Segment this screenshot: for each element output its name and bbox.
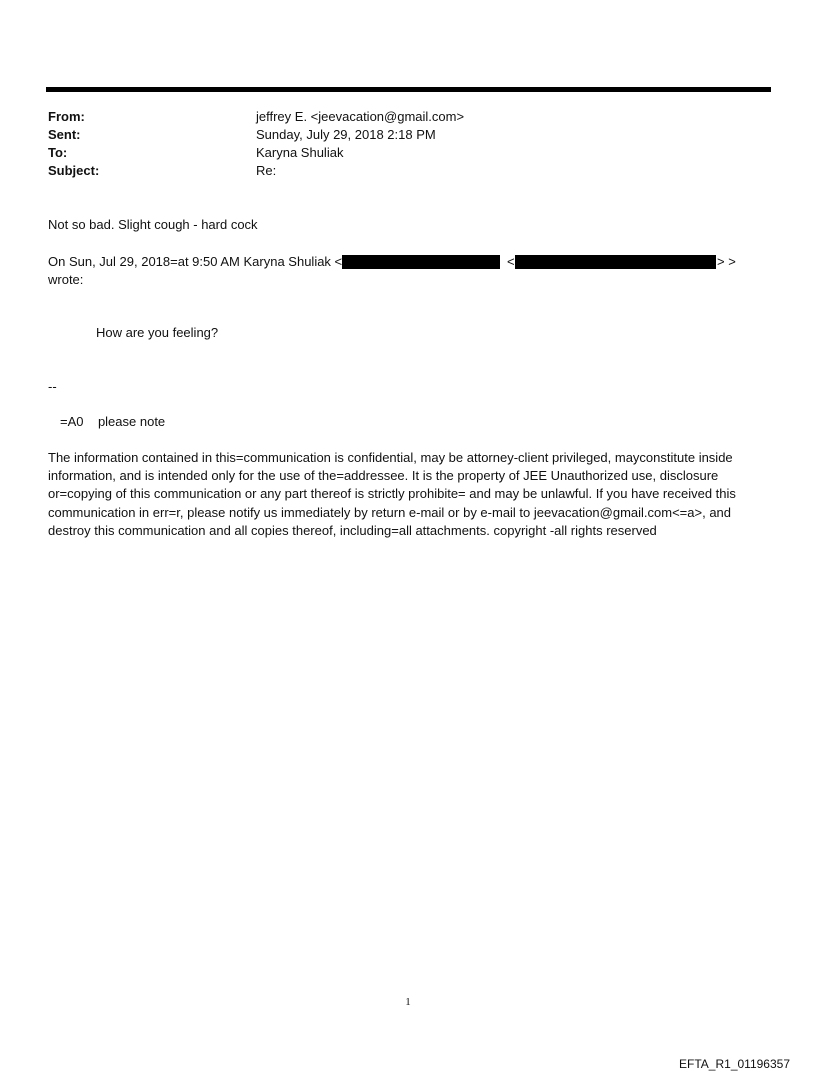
sent-value: Sunday, July 29, 2018 2:18 PM xyxy=(256,127,436,142)
subject-value: Re: xyxy=(256,163,277,178)
subject-label: Subject: xyxy=(48,163,100,178)
redaction-box xyxy=(515,255,716,269)
sent-label: Sent: xyxy=(48,127,81,142)
quote-prefix: On Sun, Jul 29, 2018=at 9:50 AM Karyna Shuliak < xyxy=(48,254,343,269)
quote-wrote: wrote: xyxy=(48,272,84,287)
header-rule xyxy=(46,87,771,92)
to-value: Karyna Shuliak xyxy=(256,145,344,160)
quoted-message: How are you feeling? xyxy=(96,325,219,340)
from-value: jeffrey E. <jeevacation@gmail.com> xyxy=(256,109,465,124)
from-label: From: xyxy=(48,109,85,124)
to-label: To: xyxy=(48,145,68,160)
disclaimer-text: The information contained in this=communication is confidential, may be attorney-client privileged, mayconstitute inside information, and is intended only for the use of the=addressee. It is the property of JEE Unauthorized use, disclosure or=copying of this communication or any part thereof is strictly prohibite= and may be unlawful. If you have received this communication in err=r, please notify us immediately by return e-mail or by e-mail to jeevacation@gmail.com<=a>, and destroy this communication and all copies thereof, including=all attachments. copyright -all rights reserved xyxy=(48,450,736,538)
reply-text: Not so bad. Slight cough - hard cock xyxy=(48,217,258,232)
page-number: 1 xyxy=(405,996,411,1008)
quote-end: > > xyxy=(717,254,736,269)
quote-mid: < xyxy=(507,254,515,269)
document-id: EFTA_R1_01196357 xyxy=(679,1057,790,1071)
signature-dashes: -- xyxy=(48,379,57,394)
quote-attribution xyxy=(48,253,768,271)
note-line: =A0 please note xyxy=(60,414,166,429)
redaction-box xyxy=(342,255,500,269)
